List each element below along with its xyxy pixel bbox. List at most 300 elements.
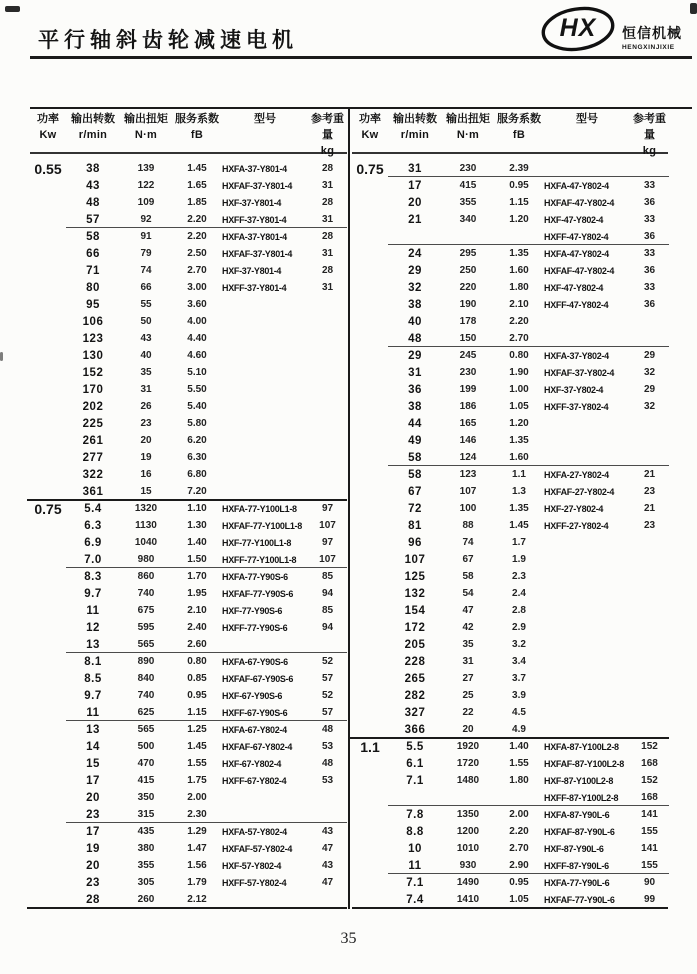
service-factor-cell: 4.00 xyxy=(187,316,207,327)
table-row xyxy=(30,551,347,568)
header-speed xyxy=(66,111,120,159)
table-row xyxy=(30,585,347,602)
header-model xyxy=(544,111,630,159)
header-weight-unit: kg xyxy=(642,145,657,157)
header-power-unit: Kw xyxy=(361,129,379,141)
output-speed-cell: 96 xyxy=(408,536,422,549)
table-row xyxy=(352,687,669,704)
output-torque-cell: 245 xyxy=(459,350,477,361)
header-service-label: 服务系数 xyxy=(497,112,541,125)
weight-cell: 53 xyxy=(321,775,334,786)
header-service-factor xyxy=(494,111,544,159)
table-row xyxy=(30,483,347,500)
output-speed-cell: 12 xyxy=(86,621,100,634)
output-speed-cell: 28 xyxy=(86,893,100,906)
model-cell: HXFAF-47-Y802-4 xyxy=(544,197,615,208)
header-power-unit: Kw xyxy=(39,129,57,141)
service-factor-cell: 4.60 xyxy=(187,350,207,361)
table-row xyxy=(352,483,669,500)
weight-cell: 28 xyxy=(321,163,334,174)
header-model-label: 型号 xyxy=(254,112,276,125)
output-torque-cell: 26 xyxy=(140,401,152,412)
model-cell: HXFAF-37-Y801-4 xyxy=(222,180,293,191)
table-row xyxy=(30,415,347,432)
table-row xyxy=(30,806,347,823)
service-factor-cell: 1.56 xyxy=(187,860,207,871)
service-factor-cell: 2.00 xyxy=(187,792,207,803)
output-speed-cell: 38 xyxy=(86,162,100,175)
output-speed-cell: 225 xyxy=(82,417,104,430)
left-table-header xyxy=(30,111,347,159)
table-row xyxy=(352,857,669,874)
service-factor-cell: 3.7 xyxy=(512,673,526,684)
service-factor-cell: 1.00 xyxy=(509,384,529,395)
service-factor-cell: 6.80 xyxy=(187,469,207,480)
service-factor-cell: 3.00 xyxy=(187,282,207,293)
table-row xyxy=(30,313,347,330)
weight-cell: 21 xyxy=(643,503,656,514)
output-torque-cell: 930 xyxy=(459,860,477,871)
table-center-divider xyxy=(348,107,350,909)
right-table-body xyxy=(352,160,669,908)
output-torque-cell: 565 xyxy=(137,639,155,650)
model-cell: HXFA-37-Y801-4 xyxy=(222,163,287,174)
output-speed-cell: 261 xyxy=(82,434,104,447)
output-torque-cell: 340 xyxy=(459,214,477,225)
service-factor-cell: 1.3 xyxy=(512,486,526,497)
output-speed-cell: 170 xyxy=(82,383,104,396)
weight-cell: 52 xyxy=(321,690,334,701)
output-torque-cell: 305 xyxy=(137,877,155,888)
output-speed-cell: 38 xyxy=(408,400,422,413)
output-speed-cell: 322 xyxy=(82,468,104,481)
model-cell: HXFF-47-Y802-4 xyxy=(544,299,609,310)
table-row xyxy=(30,840,347,857)
header-torque-label: 输出扭矩 xyxy=(124,112,168,125)
header-torque-label: 输出扭矩 xyxy=(446,112,490,125)
service-factor-cell: 1.25 xyxy=(187,724,207,735)
output-torque-cell: 860 xyxy=(137,571,155,582)
output-speed-cell: 327 xyxy=(404,706,426,719)
service-factor-cell: 2.8 xyxy=(512,605,526,616)
output-torque-cell: 16 xyxy=(140,469,152,480)
model-cell: HXF-87-Y100L2-8 xyxy=(544,775,614,786)
output-speed-cell: 43 xyxy=(86,179,100,192)
output-torque-cell: 146 xyxy=(459,435,477,446)
service-factor-cell: 1.70 xyxy=(187,571,207,582)
table-row xyxy=(352,228,669,245)
service-factor-cell: 3.60 xyxy=(187,299,207,310)
output-torque-cell: 67 xyxy=(462,554,474,565)
table-row xyxy=(30,245,347,262)
weight-cell: 28 xyxy=(321,197,334,208)
table-row xyxy=(352,398,669,415)
output-speed-cell: 125 xyxy=(404,570,426,583)
table-row xyxy=(30,432,347,449)
service-factor-cell: 1.40 xyxy=(509,741,529,752)
weight-cell: 28 xyxy=(321,265,334,276)
power-cell: 0.75 xyxy=(356,160,384,177)
weight-cell: 33 xyxy=(643,214,656,225)
table-row xyxy=(352,602,669,619)
output-speed-cell: 7.4 xyxy=(406,893,424,906)
output-speed-cell: 24 xyxy=(408,247,422,260)
service-factor-cell: 2.4 xyxy=(512,588,526,599)
table-row xyxy=(352,772,669,789)
header-speed-label: 输出转数 xyxy=(71,112,115,125)
brand-logo xyxy=(540,4,682,56)
output-torque-cell: 91 xyxy=(140,231,152,242)
service-factor-cell: 2.30 xyxy=(187,809,207,820)
service-factor-cell: 0.95 xyxy=(509,877,529,888)
output-speed-cell: 40 xyxy=(408,315,422,328)
service-factor-cell: 3.2 xyxy=(512,639,526,650)
weight-cell: 36 xyxy=(643,231,656,242)
output-torque-cell: 1490 xyxy=(456,877,480,888)
table-row xyxy=(352,891,669,908)
weight-cell: 33 xyxy=(643,180,656,191)
table-row xyxy=(352,755,669,772)
output-torque-cell: 19 xyxy=(140,452,152,463)
weight-cell: 94 xyxy=(321,588,334,599)
model-cell: HXFF-37-Y801-4 xyxy=(222,282,287,293)
table-row xyxy=(30,330,347,347)
service-factor-cell: 1.47 xyxy=(187,843,207,854)
output-torque-cell: 355 xyxy=(459,197,477,208)
logo-ellipse-icon xyxy=(540,4,616,56)
table-row xyxy=(352,177,669,194)
output-torque-cell: 35 xyxy=(462,639,474,650)
service-factor-cell: 1.95 xyxy=(187,588,207,599)
table-row xyxy=(352,840,669,857)
weight-cell: 43 xyxy=(321,860,334,871)
service-factor-cell: 1.29 xyxy=(187,826,207,837)
service-factor-cell: 1.35 xyxy=(509,248,529,259)
service-factor-cell: 2.00 xyxy=(509,809,529,820)
service-factor-cell: 4.40 xyxy=(187,333,207,344)
header-torque-unit: N·m xyxy=(456,129,480,141)
model-cell: HXF-47-Y802-4 xyxy=(544,282,604,293)
output-speed-cell: 9.7 xyxy=(84,587,102,600)
table-row xyxy=(30,381,347,398)
service-factor-cell: 2.70 xyxy=(509,843,529,854)
model-cell: HXFA-67-Y802-4 xyxy=(222,724,287,735)
weight-cell: 94 xyxy=(321,622,334,633)
table-row xyxy=(352,449,669,466)
output-torque-cell: 186 xyxy=(459,401,477,412)
weight-cell: 141 xyxy=(641,843,658,854)
output-speed-cell: 19 xyxy=(86,842,100,855)
output-speed-cell: 14 xyxy=(86,740,100,753)
service-factor-cell: 0.85 xyxy=(187,673,207,684)
service-factor-cell: 1.35 xyxy=(509,503,529,514)
weight-cell: 21 xyxy=(643,469,656,480)
service-factor-cell: 1.15 xyxy=(509,197,529,208)
model-cell: HXFAF-87-Y90L-6 xyxy=(544,826,615,837)
logo-text xyxy=(622,23,682,51)
table-row xyxy=(30,398,347,415)
output-torque-cell: 43 xyxy=(140,333,152,344)
weight-cell: 155 xyxy=(641,826,658,837)
output-speed-cell: 154 xyxy=(404,604,426,617)
output-speed-cell: 152 xyxy=(82,366,104,379)
output-speed-cell: 20 xyxy=(86,859,100,872)
output-torque-cell: 1040 xyxy=(134,537,158,548)
logo-name-en: HENGXINJIXIE xyxy=(622,44,675,51)
table-row xyxy=(30,823,347,840)
model-cell: HXFA-57-Y802-4 xyxy=(222,826,287,837)
output-torque-cell: 1200 xyxy=(456,826,480,837)
service-factor-cell: 1.45 xyxy=(187,741,207,752)
service-factor-cell: 2.20 xyxy=(509,826,529,837)
table-row xyxy=(352,585,669,602)
model-cell: HXFAF-47-Y802-4 xyxy=(544,265,615,276)
output-speed-cell: 49 xyxy=(408,434,422,447)
output-torque-cell: 79 xyxy=(140,248,152,259)
model-cell: HXF-87-Y90L-6 xyxy=(544,843,604,854)
scan-artifact xyxy=(690,3,697,14)
weight-cell: 47 xyxy=(321,877,334,888)
output-torque-cell: 1720 xyxy=(456,758,480,769)
weight-cell: 168 xyxy=(641,758,658,769)
weight-cell: 48 xyxy=(321,724,334,735)
header-speed-unit: r/min xyxy=(78,129,108,141)
logo-name-cn: 恒信机械 xyxy=(622,26,682,42)
output-speed-cell: 20 xyxy=(86,791,100,804)
weight-cell: 36 xyxy=(643,299,656,310)
table-row xyxy=(352,568,669,585)
table-row xyxy=(352,466,669,483)
output-speed-cell: 44 xyxy=(408,417,422,430)
model-cell: HXFA-47-Y802-4 xyxy=(544,180,609,191)
table-row xyxy=(352,262,669,279)
output-torque-cell: 260 xyxy=(137,894,155,905)
output-torque-cell: 66 xyxy=(140,282,152,293)
table-row xyxy=(30,568,347,585)
model-cell: HXFA-47-Y802-4 xyxy=(544,248,609,259)
header-weight-unit: kg xyxy=(320,145,335,157)
header-speed xyxy=(388,111,442,159)
output-torque-cell: 199 xyxy=(459,384,477,395)
left-table-body xyxy=(30,160,347,908)
model-cell: HXFF-87-Y100L2-8 xyxy=(544,792,619,803)
output-torque-cell: 1320 xyxy=(134,503,158,514)
service-factor-cell: 2.9 xyxy=(512,622,526,633)
output-speed-cell: 58 xyxy=(86,230,100,243)
model-cell: HXF-67-Y802-4 xyxy=(222,758,282,769)
table-row xyxy=(352,823,669,840)
weight-cell: 107 xyxy=(319,554,336,565)
output-torque-cell: 178 xyxy=(459,316,477,327)
output-speed-cell: 20 xyxy=(408,196,422,209)
service-factor-cell: 1.20 xyxy=(509,214,529,225)
table-row xyxy=(30,194,347,211)
table-row xyxy=(30,279,347,296)
weight-cell: 99 xyxy=(643,894,656,905)
header-torque xyxy=(442,111,494,159)
weight-cell: 36 xyxy=(643,197,656,208)
output-torque-cell: 350 xyxy=(137,792,155,803)
output-torque-cell: 595 xyxy=(137,622,155,633)
table-row xyxy=(352,619,669,636)
table-row xyxy=(352,738,669,755)
output-speed-cell: 123 xyxy=(82,332,104,345)
output-speed-cell: 132 xyxy=(404,587,426,600)
weight-cell: 152 xyxy=(641,775,658,786)
service-factor-cell: 1.40 xyxy=(187,537,207,548)
output-torque-cell: 74 xyxy=(140,265,152,276)
output-speed-cell: 228 xyxy=(404,655,426,668)
model-cell: HXFA-77-Y100L1-8 xyxy=(222,503,297,514)
table-row xyxy=(30,160,347,177)
header-service-unit: fB xyxy=(512,129,526,141)
header-power xyxy=(30,111,66,159)
table-row xyxy=(30,211,347,228)
service-factor-cell: 2.50 xyxy=(187,248,207,259)
table-row xyxy=(30,517,347,534)
output-speed-cell: 366 xyxy=(404,723,426,736)
weight-cell: 57 xyxy=(321,673,334,684)
output-torque-cell: 123 xyxy=(459,469,477,480)
model-cell: HXFAF-67-Y90S-6 xyxy=(222,673,294,684)
table-row xyxy=(30,891,347,908)
power-cell: 0.55 xyxy=(34,160,62,177)
output-speed-cell: 7.1 xyxy=(406,774,424,787)
output-torque-cell: 625 xyxy=(137,707,155,718)
weight-cell: 48 xyxy=(321,758,334,769)
service-factor-cell: 1.15 xyxy=(187,707,207,718)
table-row xyxy=(352,432,669,449)
output-torque-cell: 435 xyxy=(137,826,155,837)
output-speed-cell: 13 xyxy=(86,723,100,736)
table-row xyxy=(352,636,669,653)
table-row xyxy=(30,296,347,313)
output-torque-cell: 23 xyxy=(140,418,152,429)
service-factor-cell: 6.30 xyxy=(187,452,207,463)
service-factor-cell: 1.35 xyxy=(509,435,529,446)
model-cell: HXFA-67-Y90S-6 xyxy=(222,656,288,667)
model-cell: HXFA-37-Y802-4 xyxy=(544,350,609,361)
output-speed-cell: 81 xyxy=(408,519,422,532)
output-speed-cell: 202 xyxy=(82,400,104,413)
model-cell: HXFAF-77-Y100L1-8 xyxy=(222,520,302,531)
output-torque-cell: 20 xyxy=(140,435,152,446)
header-weight-label: 参考重量 xyxy=(311,112,344,141)
output-speed-cell: 106 xyxy=(82,315,104,328)
table-row xyxy=(30,636,347,653)
output-torque-cell: 109 xyxy=(137,197,155,208)
table-row xyxy=(30,364,347,381)
output-torque-cell: 15 xyxy=(140,486,152,497)
output-torque-cell: 27 xyxy=(462,673,474,684)
table-row xyxy=(30,857,347,874)
output-speed-cell: 31 xyxy=(408,162,422,175)
table-row xyxy=(30,653,347,670)
output-speed-cell: 48 xyxy=(86,196,100,209)
output-torque-cell: 42 xyxy=(462,622,474,633)
output-torque-cell: 1010 xyxy=(456,843,480,854)
service-factor-cell: 7.20 xyxy=(187,486,207,497)
output-speed-cell: 6.3 xyxy=(84,519,102,532)
output-torque-cell: 250 xyxy=(459,265,477,276)
table-row xyxy=(30,177,347,194)
output-speed-cell: 17 xyxy=(86,825,100,838)
service-factor-cell: 2.20 xyxy=(187,214,207,225)
output-speed-cell: 58 xyxy=(408,451,422,464)
weight-cell: 85 xyxy=(321,605,334,616)
model-cell: HXF-37-Y801-4 xyxy=(222,197,282,208)
model-cell: HXF-27-Y802-4 xyxy=(544,503,604,514)
table-row xyxy=(352,330,669,347)
output-torque-cell: 74 xyxy=(462,537,474,548)
output-torque-cell: 470 xyxy=(137,758,155,769)
table-row xyxy=(352,364,669,381)
header-torque xyxy=(120,111,172,159)
output-torque-cell: 230 xyxy=(459,367,477,378)
output-torque-cell: 58 xyxy=(462,571,474,582)
service-factor-cell: 5.50 xyxy=(187,384,207,395)
service-factor-cell: 1.75 xyxy=(187,775,207,786)
output-speed-cell: 5.4 xyxy=(84,502,102,515)
model-cell: HXFA-27-Y802-4 xyxy=(544,469,609,480)
output-speed-cell: 6.9 xyxy=(84,536,102,549)
page-number: 35 xyxy=(340,930,357,947)
output-speed-cell: 72 xyxy=(408,502,422,515)
service-factor-cell: 1.9 xyxy=(512,554,526,565)
output-torque-cell: 415 xyxy=(137,775,155,786)
weight-cell: 43 xyxy=(321,826,334,837)
output-torque-cell: 1920 xyxy=(456,741,480,752)
output-torque-cell: 1350 xyxy=(456,809,480,820)
weight-cell: 97 xyxy=(321,537,334,548)
model-cell: HXFAF-77-Y90L-6 xyxy=(544,894,615,905)
output-torque-cell: 355 xyxy=(137,860,155,871)
weight-cell: 155 xyxy=(641,860,658,871)
output-speed-cell: 36 xyxy=(408,383,422,396)
output-torque-cell: 50 xyxy=(140,316,152,327)
table-row xyxy=(352,534,669,551)
weight-cell: 31 xyxy=(321,214,334,225)
service-factor-cell: 1.45 xyxy=(509,520,529,531)
header-speed-label: 输出转数 xyxy=(393,112,437,125)
output-speed-cell: 32 xyxy=(408,281,422,294)
service-factor-cell: 1.7 xyxy=(512,537,526,548)
table-row xyxy=(30,687,347,704)
weight-cell: 107 xyxy=(319,520,336,531)
header-torque-unit: N·m xyxy=(134,129,158,141)
service-factor-cell: 1.80 xyxy=(509,775,529,786)
service-factor-cell: 1.1 xyxy=(512,469,526,480)
table-row xyxy=(352,721,669,738)
weight-cell: 23 xyxy=(643,486,656,497)
output-speed-cell: 8.3 xyxy=(84,570,102,583)
service-factor-cell: 2.39 xyxy=(509,163,529,174)
output-torque-cell: 22 xyxy=(462,707,474,718)
output-torque-cell: 1480 xyxy=(456,775,480,786)
output-torque-cell: 740 xyxy=(137,588,155,599)
service-factor-cell: 4.9 xyxy=(512,724,526,735)
power-cell: 0.75 xyxy=(34,500,62,517)
output-torque-cell: 55 xyxy=(140,299,152,310)
service-factor-cell: 1.60 xyxy=(509,265,529,276)
service-factor-cell: 1.90 xyxy=(509,367,529,378)
model-cell: HXFF-57-Y802-4 xyxy=(222,877,287,888)
model-cell: HXFAF-87-Y100L2-8 xyxy=(544,758,624,769)
model-cell: HXF-57-Y802-4 xyxy=(222,860,282,871)
output-torque-cell: 88 xyxy=(462,520,474,531)
table-row xyxy=(30,262,347,279)
output-speed-cell: 13 xyxy=(86,638,100,651)
